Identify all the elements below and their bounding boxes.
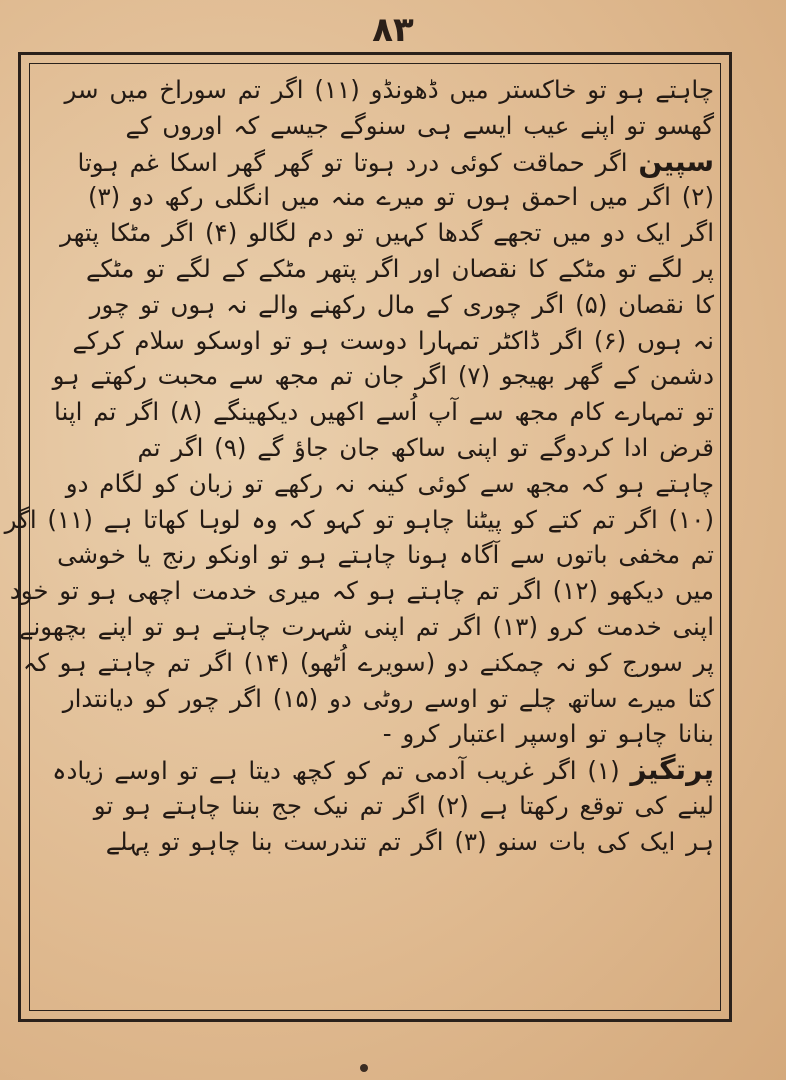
text-line: قرض ادا کردوگے تو اپنی ساکھ جان جاؤ گے (۹) اگر تم bbox=[137, 432, 714, 462]
heading-word-portuguese: پرتگیز bbox=[630, 753, 714, 787]
text-line: کا نقصان (۵) اگر چوری کے مال رکھنے والے نہ ہوں تو چور bbox=[89, 289, 714, 319]
text-line: نہ ہوں (۶) اگر ڈاکٹر تمہارا دوست ہو تو اوسکو سلام کرکے bbox=[72, 325, 714, 355]
text-line bbox=[34, 144, 714, 180]
text-line: ہر ایک کی بات سنو (۳) اگر تم تندرست بنا چاہو تو پہلے bbox=[105, 826, 714, 856]
text-line: دشمن کے گھر بھیجو (۷) اگر جان تم مجھ سے محبت رکھتے ہو bbox=[52, 361, 714, 391]
text-line: پر لگے تو مٹکے کا نقصان اور اگر پتھر مٹکے کے لگے تو مٹکے bbox=[86, 253, 714, 283]
ink-dot bbox=[360, 1064, 368, 1072]
text-line: (۲) اگر میں احمق ہوں تو میرے منہ میں انگلی رکھ دو (۳) bbox=[87, 182, 714, 212]
text-line: اپنی خدمت کرو (۱۳) اگر تم اپنی شہرت چاہتے ہو تو اپنے بچھونے bbox=[19, 611, 714, 641]
text-line: کتا میرے ساتھ چلے تو اوسے روٹی دو (۱۵) اگر چور کو دیانتدار bbox=[62, 683, 714, 713]
text-line: لینے کی توقع رکھتا ہے (۲) اگر تم نیک جج بننا چاہتے ہو تو bbox=[93, 790, 714, 820]
text-line bbox=[34, 752, 714, 788]
text-line: اگر ایک دو میں تجھے گدھا کہیں تو دم لگالو (۴) اگر مٹکا پتھر bbox=[60, 218, 714, 248]
text-line: میں دیکھو (۱۲) اگر تم چاہتے ہو کہ میری خدمت اچھی ہو تو خود bbox=[9, 576, 714, 606]
text-line: چاہتے ہو تو خاکستر میں ڈھونڈو (۱۱) اگر تم سوراخ میں سر bbox=[64, 75, 714, 104]
page-number: ۸۳ bbox=[372, 10, 414, 50]
text-line-content: اگر حماقت کوئی درد ہوتا تو گھر گھر اسکا غم ہوتا bbox=[77, 147, 628, 177]
body-text bbox=[4, 72, 714, 860]
text-line: بنانا چاہو تو اوسپر اعتبار کرو - bbox=[382, 719, 714, 749]
heading-word-spain: سپین bbox=[638, 144, 714, 178]
text-line: پر سورج کو نہ چمکنے دو (سویرے اُٹھو) (۱۴) اگر تم چاہتے ہو کہ bbox=[22, 647, 714, 677]
text-line-content: (۱) اگر غریب آدمی تم کو کچھ دیتا ہے تو اوسے زیادہ bbox=[52, 756, 620, 786]
text-line: تو تمہارے کام مجھ سے آپ اُسے اکھیں دیکھینگے (۸) اگر تم اپنا bbox=[53, 397, 714, 427]
text-line: (۱۰) اگر تم کتے کو پیٹنا چاہو تو کہو کہ وہ لوہا کھاتا ہے (۱۱) اگر bbox=[4, 504, 714, 534]
text-line: گھسو تو اپنے عیب ایسے ہی سنوگے جیسے کہ اوروں کے bbox=[125, 110, 714, 140]
text-line: تم مخفی باتوں سے آگاہ ہونا چاہتے ہو تو اونکو رنج یا خوشی bbox=[57, 540, 714, 570]
text-line: چاہتے ہو کہ مجھ سے کوئی کینہ نہ رکھے تو زبان کو لگام دو bbox=[65, 468, 714, 498]
